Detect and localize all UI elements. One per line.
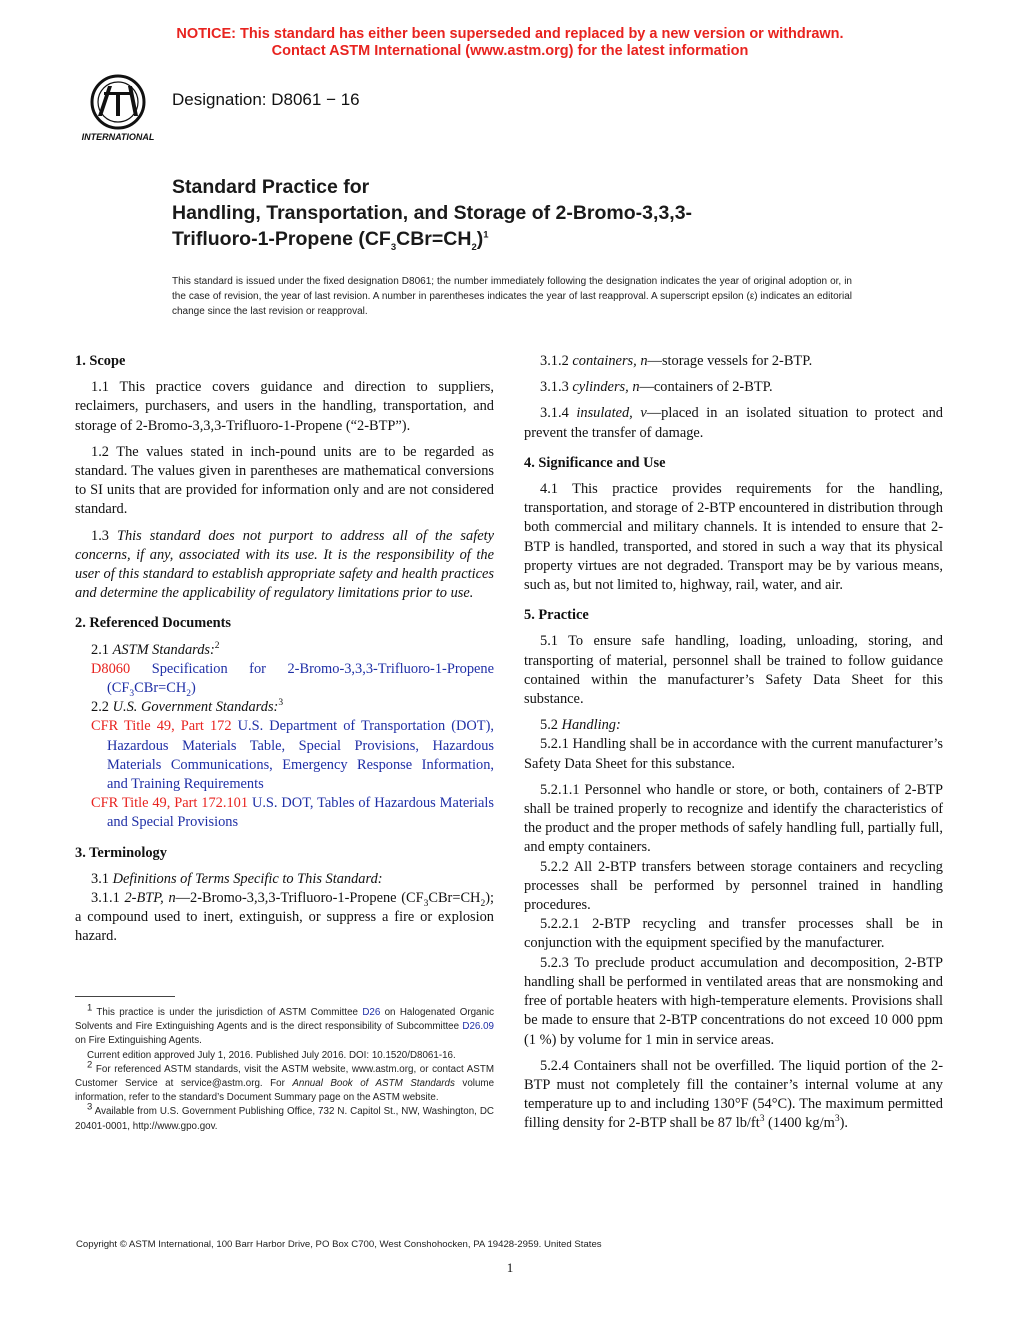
document-title xyxy=(172,174,932,252)
title-line-3: Trifluoro-1-Propene $(CF_3CBr=CH_2)^1$ xyxy=(172,228,489,253)
para-1-1: 1.1 This practice covers guidance and direction to suppliers, reclaimers, purchasers, and users in the handling, transportation, and storage of 2-Bromo-3,3,3-Trifluoro-1-Propene (“2-BTP”). xyxy=(75,379,494,434)
para-5-2-2-1: 5.2.2.1 2-BTP recycling and transfer processes shall be in conjunction with the equipment specified by the manufacturer. xyxy=(524,916,943,952)
para-3-1-2: 3.1.2 containers, n—storage vessels for 2-BTP. xyxy=(540,353,813,369)
section-heading-practice: 5. Practice xyxy=(524,607,589,624)
para-5-1: 5.1 To ensure safe handling, loading, unloading, storing, and transporting of material, personnel shall be trained to follow guidance contained within the manufacturer’s Safety Data Sheet for this substance. xyxy=(524,633,943,708)
para-3-1-1: 3.1.1 2-BTP, n—2-Bromo-3,3,3-Trifluoro-1-Propene $(CF_3CBr=CH_2)$; a compound used to inert, extinguish, or suppress a fire or explosion hazard. xyxy=(75,890,494,945)
page-number: 1 xyxy=(506,1260,514,1275)
section-heading-significance: 4. Significance and Use xyxy=(524,454,666,471)
para-1-3: 1.3 This standard does not purport to address all of the safety concerns, if any, associated with its use. It is the responsibility of the user of this standard to establish appropriate safety and health practices and determine the applicability of regulatory limitations prior to use. xyxy=(75,527,494,602)
astm-logo-icon xyxy=(76,72,160,144)
section-heading-terminology: 3. Terminology xyxy=(75,844,167,861)
withdrawal-notice xyxy=(0,26,1020,60)
para-5-2: 5.2 Handling: xyxy=(540,717,621,734)
copyright-line: Copyright © ASTM International, 100 Barr Harbor Drive, PO Box C700, West Conshohocken, PA 19428-2959. United States xyxy=(76,1239,602,1250)
footnote-1: $^1$ This practice is under the jurisdiction of ASTM Committee D26 on Halogenated Organic Solvents and Fire Extinguishing Agents and is the direct responsibility of Subcommittee D26.09 on Fire Extinguishing Agents. xyxy=(75,1002,494,1047)
section-heading-scope: 1. Scope xyxy=(75,353,126,369)
reference-link-cfr-172[interactable]: CFR Title 49, Part 172 xyxy=(91,718,232,735)
astm-logo xyxy=(76,72,160,144)
left-column xyxy=(75,352,494,947)
reference-link-d8060[interactable]: D8060 xyxy=(91,660,131,677)
footnote-2: $^2$ For referenced ASTM standards, visit the ASTM website, www.astm.org, or contact ASTM Customer Service at service@astm.org. For Annual Book of ASTM Standards volume information, refer to the standard’s Document Summary page on the ASTM website. xyxy=(75,1059,495,1104)
title-footnote-mark: 1 xyxy=(483,229,489,241)
para-5-2-3: 5.2.3 To preclude product accumulation and decomposition, 2-BTP handling shall be performed in ventilated areas that are nonsmoking and free of portable heaters with high-temperature elements. Provisions shall be made to ensure that 2-BTP concentrations do not exceed 10 000 ppm (1 %) by volume for 1 min in service areas. xyxy=(524,954,943,1048)
para-5-2-4: 5.2.4 Containers shall not be overfilled. The liquid portion of the 2-BTP must not completely fill the container’s internal volume at any temperature up to and including 130°F (54°C). The maximum permitted filling density for 2-BTP shall be 87 $lb/ft^3$ (1400 $kg/m^3$). xyxy=(524,1057,943,1132)
reference-cfr-172-101[interactable]: CFR Title 49, Part 172.101 U.S. DOT, Tables of Hazardous Materials and Special Provisions xyxy=(91,795,494,831)
preface-note: This standard is issued under the fixed designation D8061; the number immediately following the designation indicates the year of original adoption or, in the case of revision, the year of last revision. A number in parentheses indicates the year of last reapproval. A superscript epsilon (ε) indicates an editorial change since the last revision or reapproval. xyxy=(172,276,852,317)
footnote-link-d26[interactable]: D26 xyxy=(362,1007,381,1018)
title-line-1: Standard Practice for xyxy=(172,176,370,198)
footnote-3: $^3$ Available from U.S. Government Publishing Office, 732 N. Capitol St., NW, Washington, DC 20401-0001, http://www.gpo.gov. xyxy=(75,1102,494,1132)
designation-code: D8061 − 16 xyxy=(271,90,360,109)
reference-link-cfr-172-101[interactable]: CFR Title 49, Part 172.101 xyxy=(91,795,249,812)
section-heading-referenced: 2. Referenced Documents xyxy=(75,615,231,632)
footnotes xyxy=(75,1002,495,1134)
para-4-1: 4.1 This practice provides requirements for the handling, transportation, and storage of 2-BTP encountered in distribution through both commercial and military channels. It is intended to ensure that 2-BTP is handled, transported, and stored in such a way that its physical property virtues are not degraded. Transport may be by various means, such as, but not limited to, highway, rail, water, and air. xyxy=(524,481,943,594)
para-3-1-3: 3.1.3 cylinders, n—containers of 2-BTP. xyxy=(540,379,773,396)
footnote-1-edition: Current edition approved July 1, 2016. Published July 2016. DOI: 10.1520/D8061-16. xyxy=(87,1049,456,1061)
reference-cfr-172[interactable]: CFR Title 49, Part 172 U.S. Department of Transportation (DOT), Hazardous Materials Table, Special Provisions, Hazardous Materials Communications, Emergency Response Information, and Training Requirements xyxy=(91,718,494,793)
right-column xyxy=(524,352,943,1134)
title-line-2: Handling, Transportation, and Storage of 2-Bromo-3,3,3- xyxy=(172,202,693,224)
para-5-2-1: 5.2.1 Handling shall be in accordance with the current manufacturer’s Safety Data Sheet for this substance. xyxy=(524,736,943,772)
para-1-2: 1.2 The values stated in inch-pound units are to be regarded as standard. The values given in parentheses are mathematical conversions to SI units that are provided for information only and are not considered standard. xyxy=(75,443,494,518)
reference-d8060[interactable]: D8060 Specification for 2-Bromo-3,3,3-Trifluoro-1-Propene $(CF_3CBr=CH_2)$ xyxy=(91,660,494,699)
para-5-2-1-1: 5.2.1.1 Personnel who handle or store, or both, containers of 2-BTP shall be trained properly to recognize and identify the characteristics of the product and the proper methods of safely handling full, partially full, and empty containers. xyxy=(524,781,943,856)
para-5-2-2: 5.2.2 All 2-BTP transfers between storage containers and recycling processes shall be performed by personnel trained in handling procedures. xyxy=(524,858,943,914)
footnote-rule xyxy=(75,996,175,997)
designation xyxy=(172,90,360,110)
notice-line-1: NOTICE: This standard has either been superseded and replaced by a new version or withdrawn. xyxy=(176,26,844,42)
para-2-2: 2.2 U.S. Government Standards:$^3$ xyxy=(91,698,284,716)
logo-subtitle: INTERNATIONAL xyxy=(81,132,155,142)
designation-label: Designation: xyxy=(172,90,267,109)
notice-line-2: Contact ASTM International (www.astm.org) for the latest information xyxy=(271,43,749,59)
para-3-1-4: 3.1.4 insulated, v—placed in an isolated situation to protect and prevent the transfer of damage. xyxy=(524,405,943,441)
para-3-1: 3.1 Definitions of Terms Specific to This Standard: xyxy=(91,870,383,887)
footnote-link-d26-09[interactable]: D26.09 xyxy=(462,1021,494,1033)
para-2-1: 2.1 ASTM Standards:$^2$ xyxy=(91,640,220,658)
